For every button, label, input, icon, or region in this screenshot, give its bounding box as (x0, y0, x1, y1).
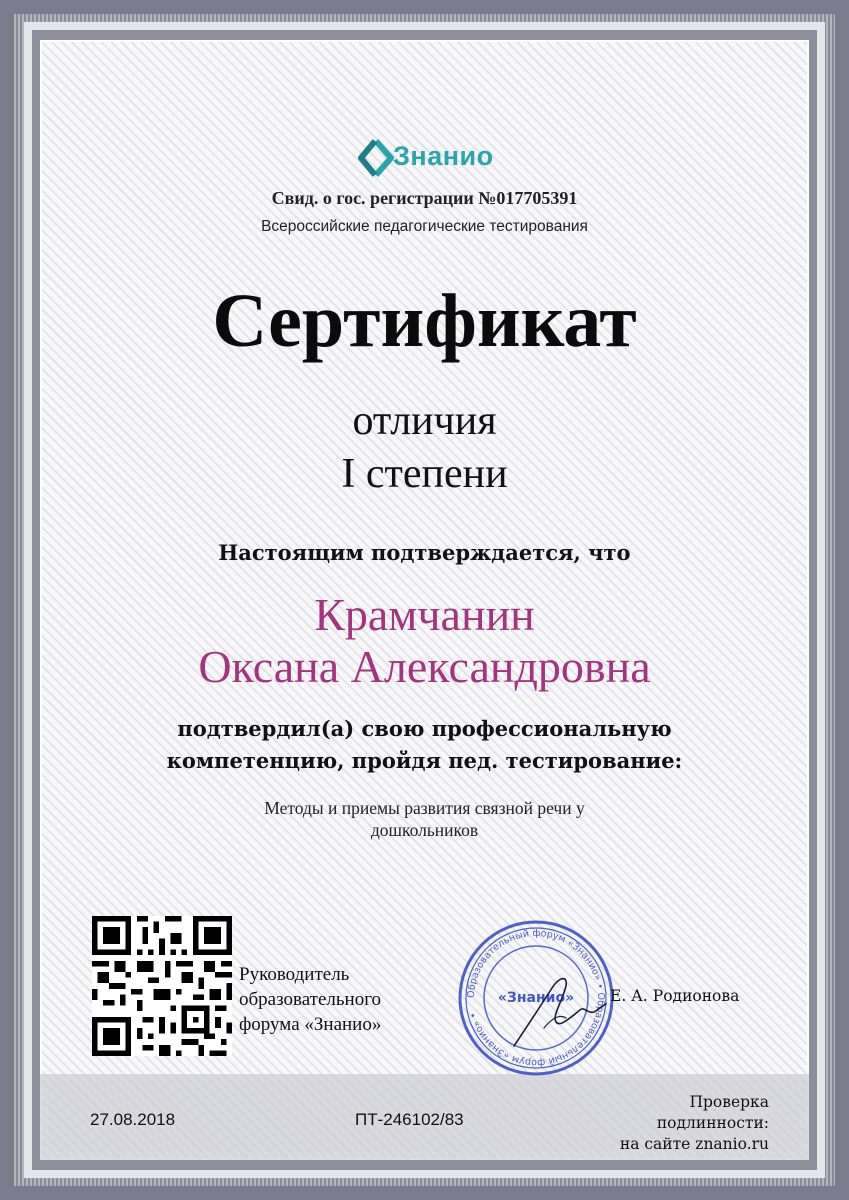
recipient-surname: Крамчанин (314, 589, 535, 640)
registration-number: Свид. о гос. регистрации №017705391 (271, 188, 578, 208)
certificate-subtitle-line1: отличия (352, 398, 497, 444)
certificate-title: Сертификат (212, 279, 637, 363)
official-stamp (456, 918, 616, 1078)
verification-line1: Проверка (689, 1093, 769, 1111)
statement-line2: компетенцию, пройдя пед. тестирование: (166, 748, 683, 773)
certificate-number: ПТ-246102/83 (355, 1110, 464, 1129)
signer-role-line3: форума «Знанио» (239, 1014, 382, 1035)
stamp-center-text: «Знанио» (497, 990, 575, 1006)
stamp-outer-text: Образовательный форум «Знанио» • Образовательный форум «Знанио» • (465, 927, 607, 1069)
test-topic-line2: дошкольников (370, 820, 479, 840)
certificate-body (40, 40, 809, 1160)
confirmation-text: Настоящим подтверждается, что (218, 540, 631, 565)
signer-name: Е. А. Родионова (610, 987, 740, 1005)
znanio-logo (358, 138, 494, 178)
qr-code-icon (92, 916, 232, 1056)
issue-date: 27.08.2018 (90, 1110, 176, 1129)
verification-line3: на сайте znanio.ru (619, 1135, 769, 1153)
verification-line2: подлинности: (656, 1114, 769, 1132)
recipient-given-names: Оксана Александровна (198, 641, 651, 692)
program-name: Всероссийские педагогические тестирования (261, 218, 588, 235)
znanio-logo-icon (358, 138, 394, 178)
test-topic-line1: Методы и приемы развития связной речи у (264, 798, 585, 818)
signer-role (239, 962, 381, 1037)
test-topic (160, 797, 689, 841)
signer-role-line1: Руководитель (239, 964, 350, 985)
verification-note (540, 1092, 769, 1155)
signer-role-line2: образовательного (239, 989, 382, 1010)
statement-line1: подтвердил(а) свою профессиональную (177, 716, 672, 741)
certificate-subtitle-line2: I степени (341, 451, 508, 497)
logo-text: Знанио (393, 141, 494, 171)
